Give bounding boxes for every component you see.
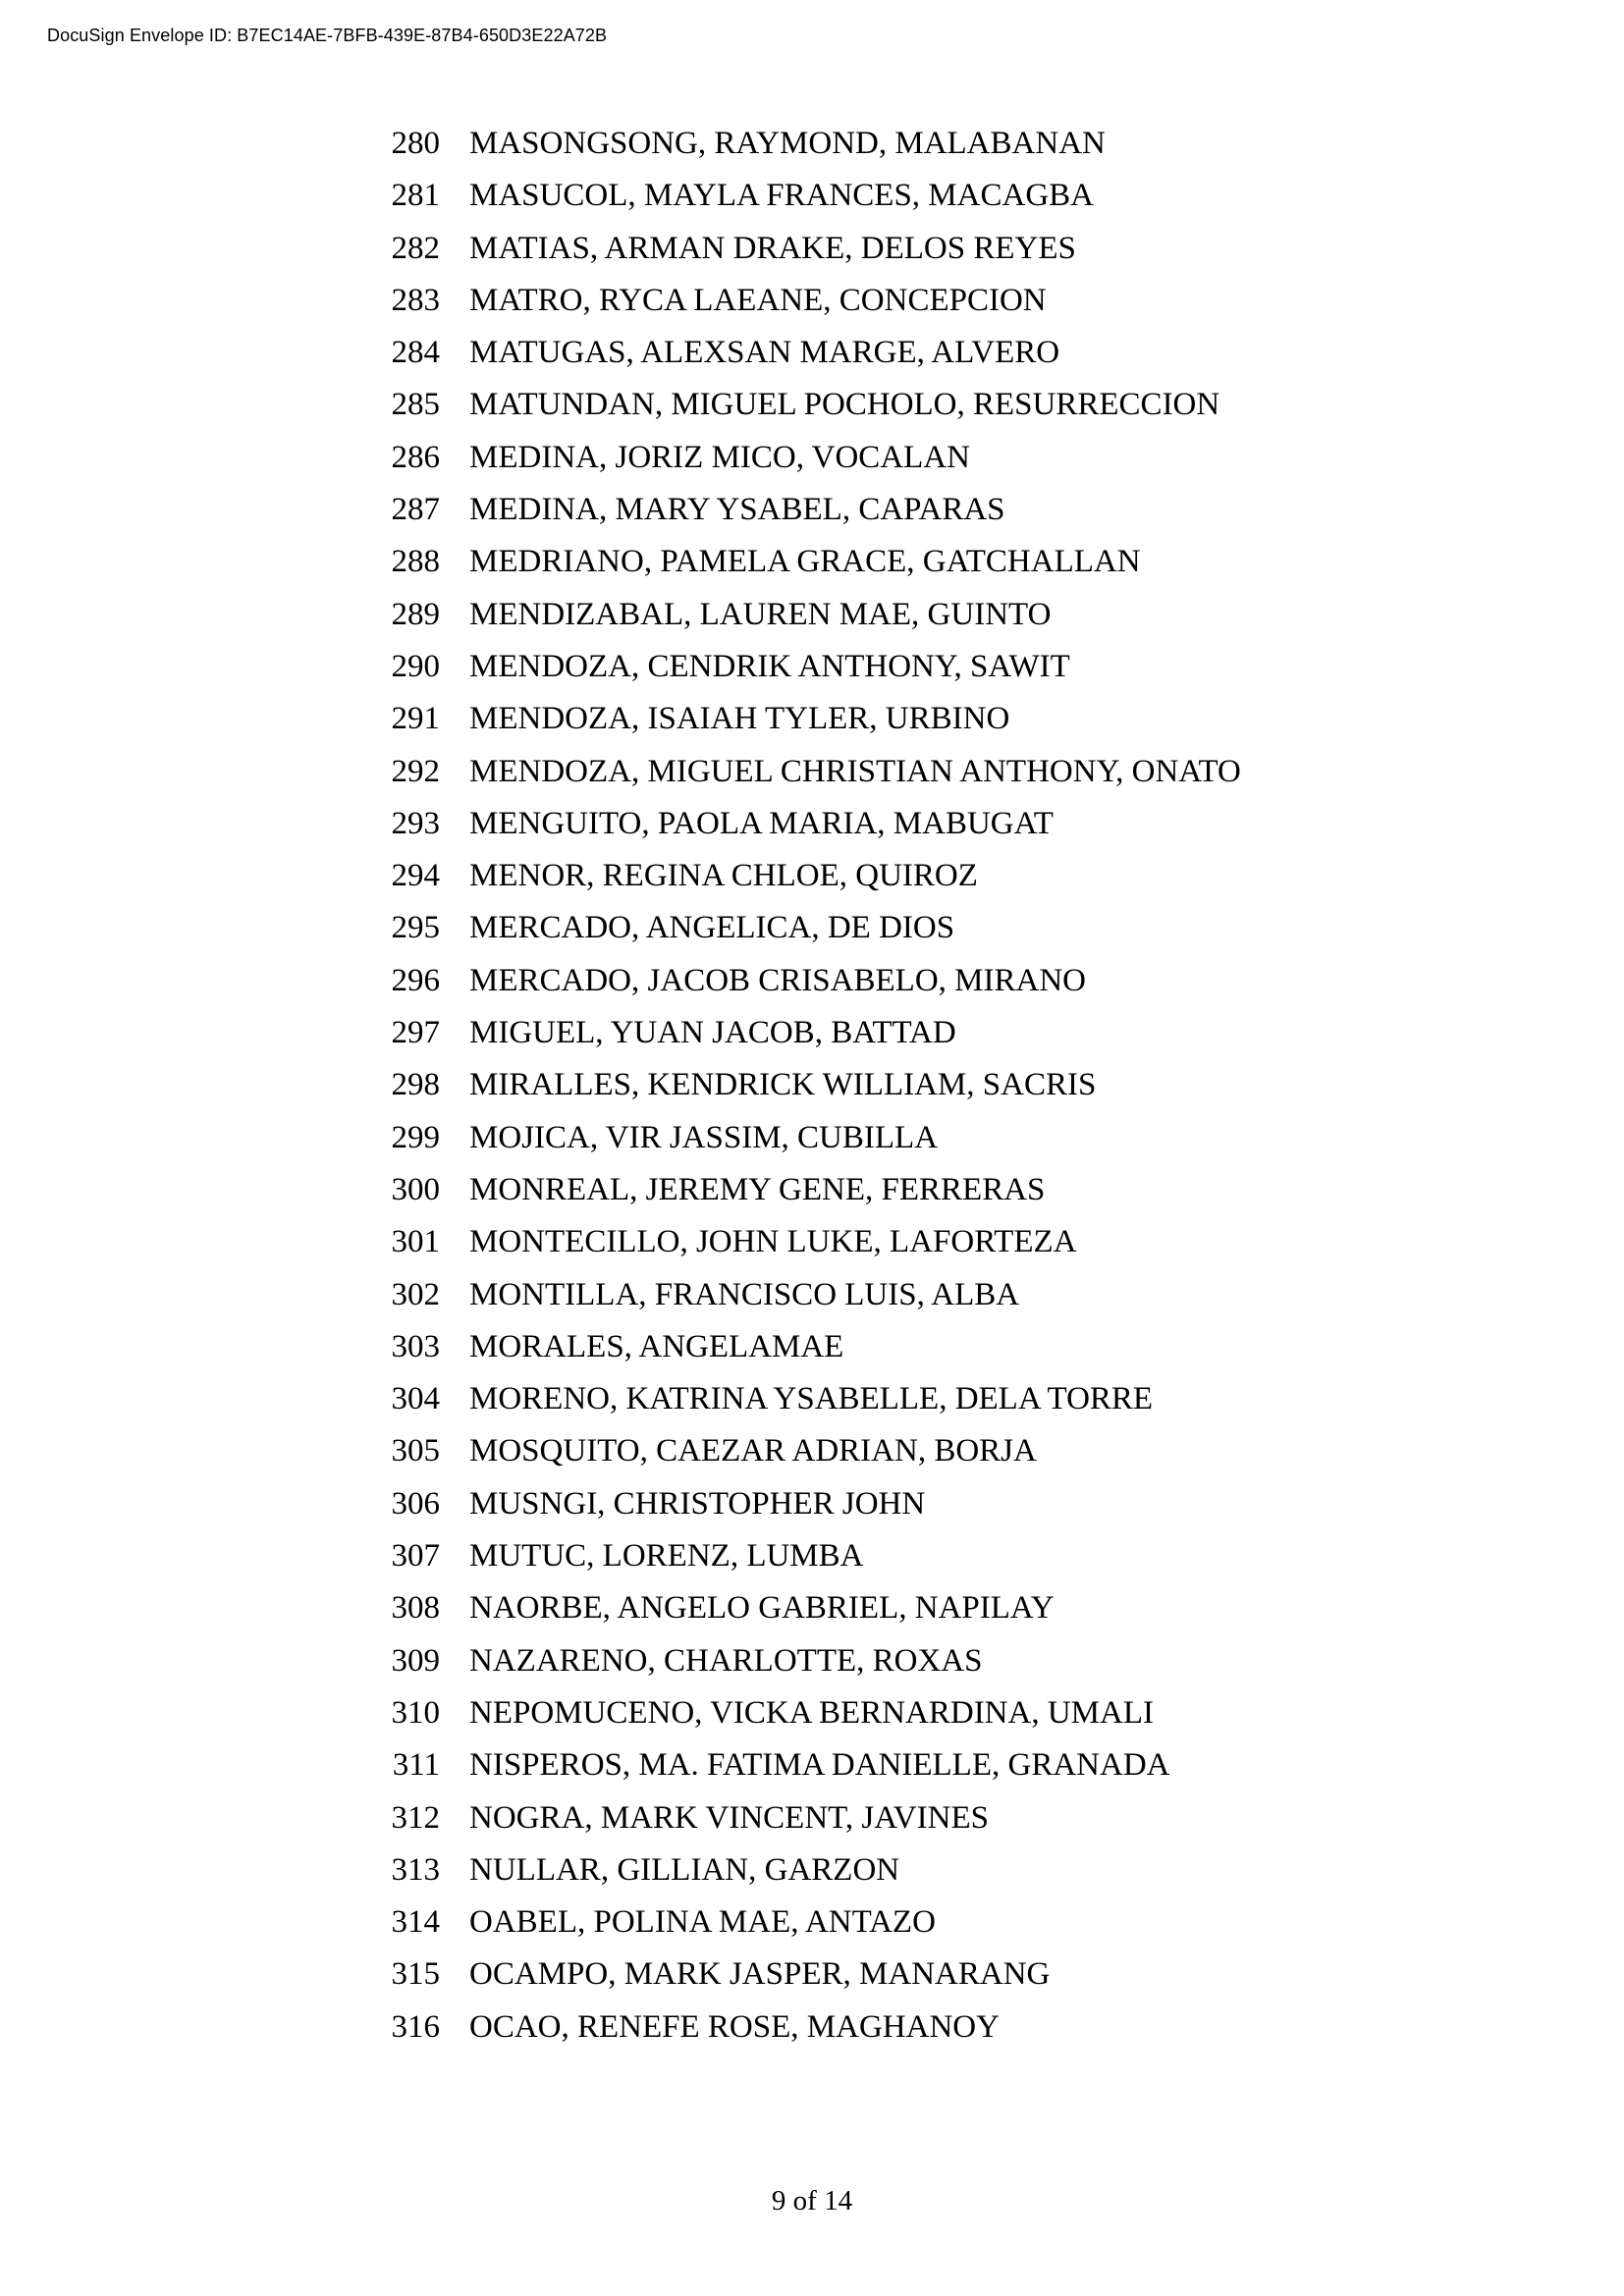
list-item xyxy=(373,754,1241,806)
entry-number: 293 xyxy=(391,805,440,841)
list-item xyxy=(373,387,1241,439)
page-number: 9 of 14 xyxy=(771,2185,853,2216)
entry-name: MUSNGI, CHRISTOPHER JOHN xyxy=(469,1485,926,1522)
envelope-id-header: DocuSign Envelope ID: B7EC14AE-7BFB-439E-87B4-650D3E22A72B xyxy=(47,26,608,45)
entry-name: MEDRIANO, PAMELA GRACE, GATCHALLAN xyxy=(469,544,1141,580)
entry-name: MEDINA, MARY YSABEL, CAPARAS xyxy=(469,492,1005,528)
list-item xyxy=(373,1590,1241,1642)
entry-number: 304 xyxy=(391,1381,440,1417)
entry-name: OCAMPO, MARK JASPER, MANARANG xyxy=(469,1956,1051,1993)
list-item xyxy=(373,440,1241,492)
entry-number: 291 xyxy=(391,701,440,737)
entry-name: MATUNDAN, MIGUEL POCHOLO, RESURRECCION xyxy=(469,387,1220,423)
entry-name: MASONGSONG, RAYMOND, MALABANAN xyxy=(469,126,1106,161)
list-item xyxy=(373,2009,1241,2061)
list-item xyxy=(373,858,1241,910)
entry-number: 307 xyxy=(391,1538,440,1575)
entry-number: 287 xyxy=(391,492,440,528)
entry-name: MOSQUITO, CAEZAR ADRIAN, BORJA xyxy=(469,1433,1037,1469)
list-item xyxy=(373,283,1241,335)
list-item xyxy=(373,649,1241,701)
list-item xyxy=(373,597,1241,649)
entry-number: 295 xyxy=(391,910,440,946)
list-item xyxy=(373,1695,1241,1747)
entry-name: NAZARENO, CHARLOTTE, ROXAS xyxy=(469,1642,983,1679)
list-item xyxy=(373,544,1241,596)
entry-number: 312 xyxy=(391,1799,440,1836)
entry-number: 285 xyxy=(391,387,440,423)
entry-name: MENDOZA, CENDRIK ANTHONY, SAWIT xyxy=(469,648,1070,684)
entry-name: MENDOZA, MIGUEL CHRISTIAN ANTHONY, ONATO xyxy=(469,753,1241,789)
entry-number: 296 xyxy=(391,962,440,998)
list-item xyxy=(373,701,1241,753)
entry-name: NAORBE, ANGELO GABRIEL, NAPILAY xyxy=(469,1590,1055,1627)
list-item xyxy=(373,1747,1241,1799)
entry-number: 316 xyxy=(391,2008,440,2045)
list-item xyxy=(373,1172,1241,1224)
entry-name: NULLAR, GILLIAN, GARZON xyxy=(469,1851,900,1888)
entry-number: 280 xyxy=(391,126,440,161)
entry-name: MERCADO, ANGELICA, DE DIOS xyxy=(469,910,955,946)
list-item xyxy=(373,178,1241,230)
list-item xyxy=(373,335,1241,387)
list-item xyxy=(373,910,1241,962)
entry-name: MIRALLES, KENDRICK WILLIAM, SACRIS xyxy=(469,1067,1097,1103)
entry-number: 305 xyxy=(391,1433,440,1469)
entry-name: NOGRA, MARK VINCENT, JAVINES xyxy=(469,1799,989,1836)
entry-number: 281 xyxy=(391,178,440,214)
list-item xyxy=(373,1015,1241,1067)
entry-name: MEDINA, JORIZ MICO, VOCALAN xyxy=(469,439,970,475)
entry-name: MATUGAS, ALEXSAN MARGE, ALVERO xyxy=(469,335,1060,371)
entry-number: 310 xyxy=(391,1694,440,1731)
list-item xyxy=(373,1224,1241,1276)
entry-number: 309 xyxy=(391,1642,440,1679)
list-item xyxy=(373,1277,1241,1329)
entry-number: 301 xyxy=(391,1224,440,1260)
list-item xyxy=(373,1904,1241,1956)
entry-number: 289 xyxy=(391,596,440,632)
list-item xyxy=(373,1956,1241,2008)
entry-number: 282 xyxy=(391,230,440,266)
entry-number: 315 xyxy=(391,1956,440,1993)
entry-number: 299 xyxy=(391,1119,440,1155)
entry-name: MONTECILLO, JOHN LUKE, LAFORTEZA xyxy=(469,1224,1077,1260)
entry-name: MUTUC, LORENZ, LUMBA xyxy=(469,1538,864,1575)
entry-number: 308 xyxy=(391,1590,440,1627)
entry-number: 297 xyxy=(391,1015,440,1051)
list-item xyxy=(373,1800,1241,1852)
entry-name: NISPEROS, MA. FATIMA DANIELLE, GRANADA xyxy=(469,1747,1170,1784)
list-item xyxy=(373,1643,1241,1695)
entry-name: NEPOMUCENO, VICKA BERNARDINA, UMALI xyxy=(469,1694,1154,1731)
name-list xyxy=(373,126,1241,2061)
list-item xyxy=(373,1486,1241,1538)
entry-name: MONREAL, JEREMY GENE, FERRERAS xyxy=(469,1171,1046,1207)
entry-number: 311 xyxy=(392,1747,440,1784)
list-item xyxy=(373,1381,1241,1433)
entry-name: MENOR, REGINA CHLOE, QUIROZ xyxy=(469,858,978,894)
entry-number: 288 xyxy=(391,544,440,580)
entry-number: 286 xyxy=(391,439,440,475)
entry-name: MATIAS, ARMAN DRAKE, DELOS REYES xyxy=(469,230,1076,266)
list-item xyxy=(373,231,1241,283)
entry-name: MONTILLA, FRANCISCO LUIS, ALBA xyxy=(469,1276,1020,1312)
entry-name: OABEL, POLINA MAE, ANTAZO xyxy=(469,1904,936,1941)
entry-name: MERCADO, JACOB CRISABELO, MIRANO xyxy=(469,962,1086,998)
list-item xyxy=(373,1120,1241,1172)
list-item xyxy=(373,1538,1241,1590)
entry-number: 290 xyxy=(391,648,440,684)
entry-number: 303 xyxy=(391,1328,440,1364)
entry-name: MOJICA, VIR JASSIM, CUBILLA xyxy=(469,1119,939,1155)
entry-name: MIGUEL, YUAN JACOB, BATTAD xyxy=(469,1015,956,1051)
entry-name: MORALES, ANGELAMAE xyxy=(469,1328,844,1364)
list-item xyxy=(373,1433,1241,1485)
list-item xyxy=(373,1067,1241,1119)
list-item xyxy=(373,963,1241,1015)
list-item xyxy=(373,492,1241,544)
entry-number: 313 xyxy=(391,1851,440,1888)
list-item xyxy=(373,806,1241,858)
list-item xyxy=(373,1852,1241,1904)
entry-number: 298 xyxy=(391,1067,440,1103)
entry-number: 283 xyxy=(391,282,440,318)
entry-number: 292 xyxy=(391,753,440,789)
entry-name: MENDOZA, ISAIAH TYLER, URBINO xyxy=(469,701,1010,737)
entry-number: 284 xyxy=(391,335,440,371)
entry-number: 306 xyxy=(391,1485,440,1522)
entry-name: MENDIZABAL, LAUREN MAE, GUINTO xyxy=(469,596,1052,632)
entry-name: OCAO, RENEFE ROSE, MAGHANOY xyxy=(469,2008,1000,2045)
entry-name: MATRO, RYCA LAEANE, CONCEPCION xyxy=(469,282,1047,318)
entry-number: 300 xyxy=(391,1171,440,1207)
entry-number: 294 xyxy=(391,858,440,894)
entry-number: 302 xyxy=(391,1276,440,1312)
entry-number: 314 xyxy=(391,1904,440,1941)
entry-name: MENGUITO, PAOLA MARIA, MABUGAT xyxy=(469,805,1054,841)
entry-name: MORENO, KATRINA YSABELLE, DELA TORRE xyxy=(469,1381,1154,1417)
list-item xyxy=(373,126,1241,178)
entry-name: MASUCOL, MAYLA FRANCES, MACAGBA xyxy=(469,178,1094,214)
list-item xyxy=(373,1329,1241,1381)
